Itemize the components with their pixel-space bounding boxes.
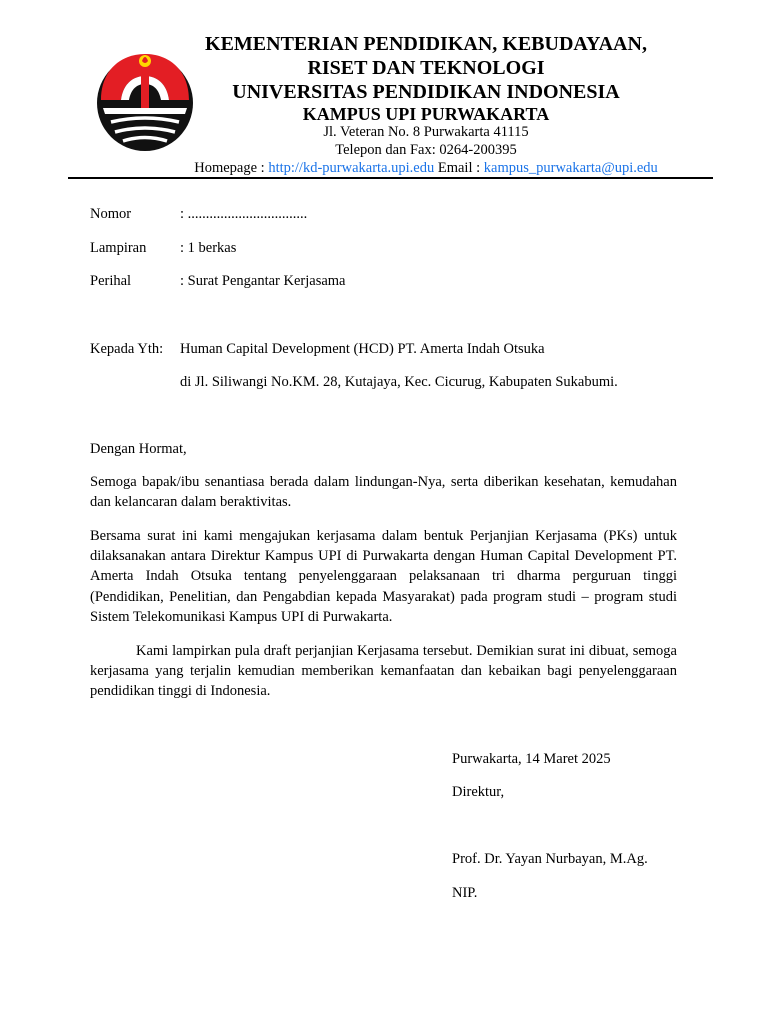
letterhead-phone: Telepon dan Fax: 0264-200395 <box>335 142 517 158</box>
nomor-value: : ................................. <box>180 206 308 222</box>
lampiran-label: Lampiran <box>90 240 147 256</box>
greeting: Dengan Hormat, <box>90 441 187 457</box>
letterhead-divider <box>68 177 713 179</box>
letterhead-campus: KAMPUS UPI PURWAKARTA <box>302 104 550 124</box>
recipient-address: di Jl. Siliwangi No.KM. 28, Kutajaya, Kec. Cicurug, Kabupaten Sukabumi. <box>180 374 618 390</box>
perihal-value: : Surat Pengantar Kerjasama <box>180 273 346 289</box>
paragraph-3: Kami lampirkan pula draft perjanjian Kerjasama tersebut. Demikian surat ini dibuat, semoga kerjasama yang terjalin kemudian memberikan kemanfaatan dan kebaikan bagi penyelenggaraan pendidikan tinggi di Indonesia. <box>90 643 677 700</box>
letterhead-university: UNIVERSITAS PENDIDIKAN INDONESIA <box>232 81 620 103</box>
lampiran-value: : 1 berkas <box>180 240 237 256</box>
recipient-name: Human Capital Development (HCD) PT. Amerta Indah Otsuka <box>180 341 545 357</box>
signatory-name: Prof. Dr. Yayan Nurbayan, M.Ag. <box>452 851 648 867</box>
perihal-label: Perihal <box>90 273 132 289</box>
paragraph-2: Bersama surat ini kami mengajukan kerjasama dalam bentuk Perjanjian Kerjasama (PKs) untuk dilaksanakan antara Direktur Kampus UPI di Purwakarta dengan Human Capital Development PT. Amerta Indah Otsuka tentang penyelenggaraan pelaksanaan tri dharma perguruan tinggi (Pendidikan, Penelitian, dan Pengabdian kepada Masyarakat) pada program studi – program studi Sistem Telekomunikasi Kampus UPI di Purwakarta. <box>90 528 677 625</box>
paragraph-1: Semoga bapak/ibu senantiasa berada dalam lindungan-Nya, serta diberikan kesehatan, kemudahan dan kelancaran dalam beraktivitas. <box>90 474 677 511</box>
signatory-nip: NIP. <box>452 885 478 901</box>
letterhead-address: Jl. Veteran No. 8 Purwakarta 41115 <box>323 124 529 140</box>
signatory-title: Direktur, <box>452 784 505 800</box>
letterhead-contact-line <box>170 159 682 177</box>
letterhead-ministry-line1: KEMENTERIAN PENDIDIKAN, KEBUDAYAAN, <box>205 33 647 55</box>
letterhead-ministry-line2: RISET DAN TEKNOLOGI <box>307 57 545 79</box>
email-label: Email : <box>434 160 484 176</box>
homepage-label: Homepage : <box>194 160 269 176</box>
nomor-label: Nomor <box>90 206 132 222</box>
homepage-link[interactable]: http://kd-purwakarta.upi.edu <box>268 160 435 176</box>
email-link[interactable]: kampus_purwakarta@upi.edu <box>483 160 658 176</box>
recipient-label: Kepada Yth: <box>90 341 164 357</box>
place-date: Purwakarta, 14 Maret 2025 <box>452 751 611 767</box>
